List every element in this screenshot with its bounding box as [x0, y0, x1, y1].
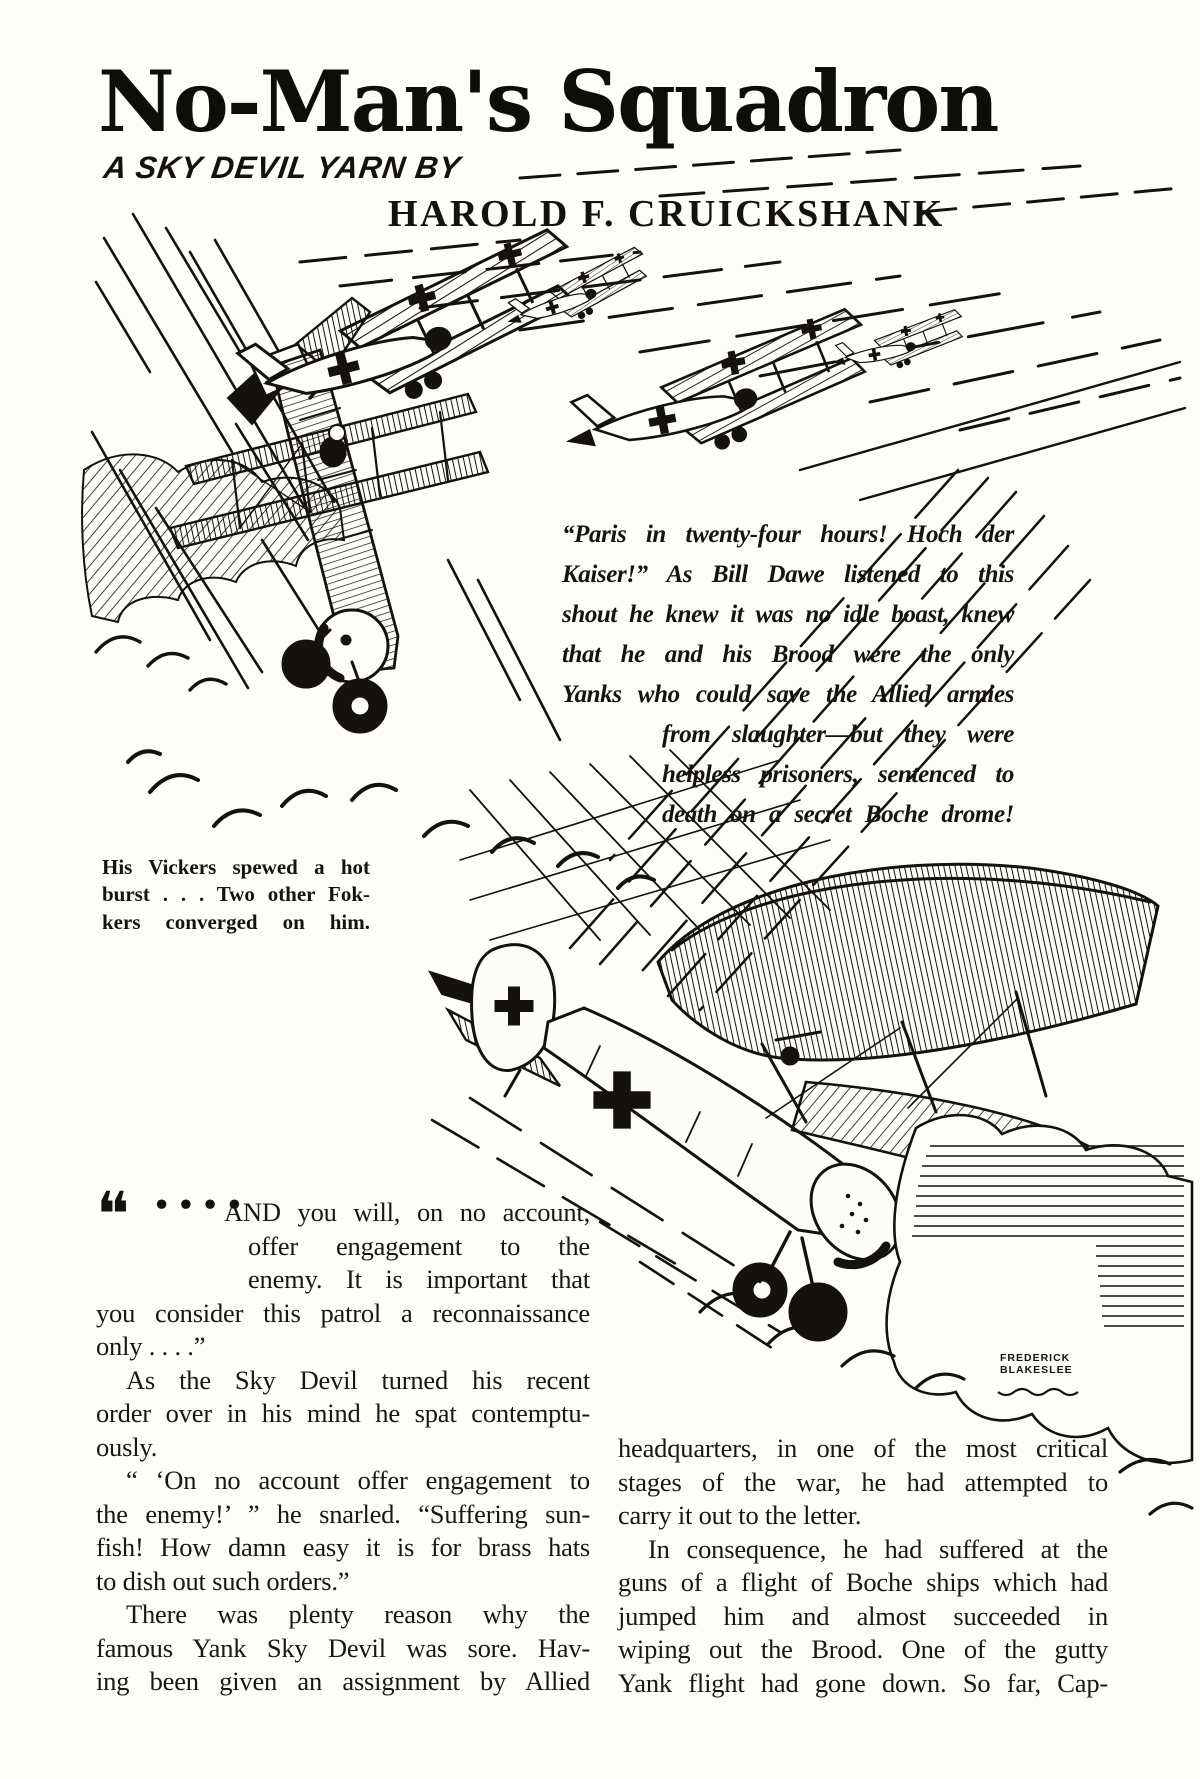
text-line: headquarters, in one of the most critical [618, 1433, 1108, 1463]
text-line: you consider this patrol a reconnaissance [96, 1297, 590, 1328]
opening-bullets: •••• [153, 1190, 251, 1221]
text-line: guns of a flight of Boche ships which had [618, 1567, 1108, 1597]
text-line: wiping out the Brood. One of the gutty [618, 1634, 1108, 1664]
story-title: No-Man's Squadron [98, 52, 998, 151]
fokker-biplane-2 [551, 307, 879, 479]
text-line: to dish out such orders.” [96, 1565, 350, 1596]
artist-signature-line: FREDERICK [1000, 1352, 1071, 1364]
text-line: In consequence, he had suffered at the [648, 1533, 1108, 1564]
text-line: stages of the war, he had attempted to [618, 1466, 1108, 1497]
artist-signature [1000, 1352, 1090, 1376]
story-subtitle: A SKY DEVIL YARN BY [101, 150, 464, 185]
text-line: order over in his mind he spat contemptu- [96, 1398, 590, 1428]
text-line: “ ‘On no account offer engagement to [126, 1465, 590, 1495]
body-column-right [618, 1432, 1108, 1700]
text-line: Yanks who could save the Allied armies [562, 681, 1014, 708]
illustration-caption [102, 854, 370, 936]
text-line: that he and his Brood were the only [562, 641, 1014, 668]
opening-quote-mark: ❝ [96, 1178, 130, 1251]
text-line: helpless prisoners, sentenced to [662, 761, 1014, 788]
story-author: HAROLD F. CRUICKSHANK [388, 193, 945, 235]
text-line: fish! How damn easy it is for brass hats [96, 1532, 590, 1562]
text-line: kers converged on him. [102, 909, 370, 934]
text-line: ing been given an assignment by Allied [96, 1666, 590, 1696]
body-column-left [96, 1178, 590, 1699]
text-line: Kaiser!” As Bill Dawe listened to this [562, 561, 1014, 588]
text-line: “Paris in twenty-four hours! Hoch der [562, 521, 1014, 548]
text-line: As the Sky Devil turned his recent [126, 1364, 590, 1395]
artist-signature-line: BLAKESLEE [1000, 1364, 1073, 1376]
text-line: offer engagement to the [248, 1230, 590, 1261]
text-line: burst . . . Two other Fok- [102, 882, 370, 907]
text-line: AND you will, on no account, [224, 1197, 590, 1227]
text-line: carry it out to the letter. [618, 1500, 862, 1530]
text-line: Yank flight had gone down. So far, Cap- [618, 1667, 1108, 1698]
text-line: His Vickers spewed a hot [102, 855, 370, 879]
text-line: ously. [96, 1431, 158, 1462]
text-line: shout he knew it was no idle boast, knew [562, 601, 1014, 628]
text-line: There was plenty reason why the [126, 1599, 590, 1629]
text-line: only . . . .” [96, 1331, 206, 1361]
text-line: famous Yank Sky Devil was sore. Hav- [96, 1632, 590, 1663]
story-blurb [562, 515, 1014, 835]
text-line: jumped him and almost succeeded in [618, 1600, 1108, 1631]
text-line: from slaughter—but they were [662, 721, 1014, 748]
text-line: enemy. It is important that [248, 1264, 590, 1294]
text-line: death on a secret Boche drome! [662, 801, 1014, 828]
text-line: the enemy!’ ” he snarled. “Suffering sun- [96, 1498, 590, 1529]
